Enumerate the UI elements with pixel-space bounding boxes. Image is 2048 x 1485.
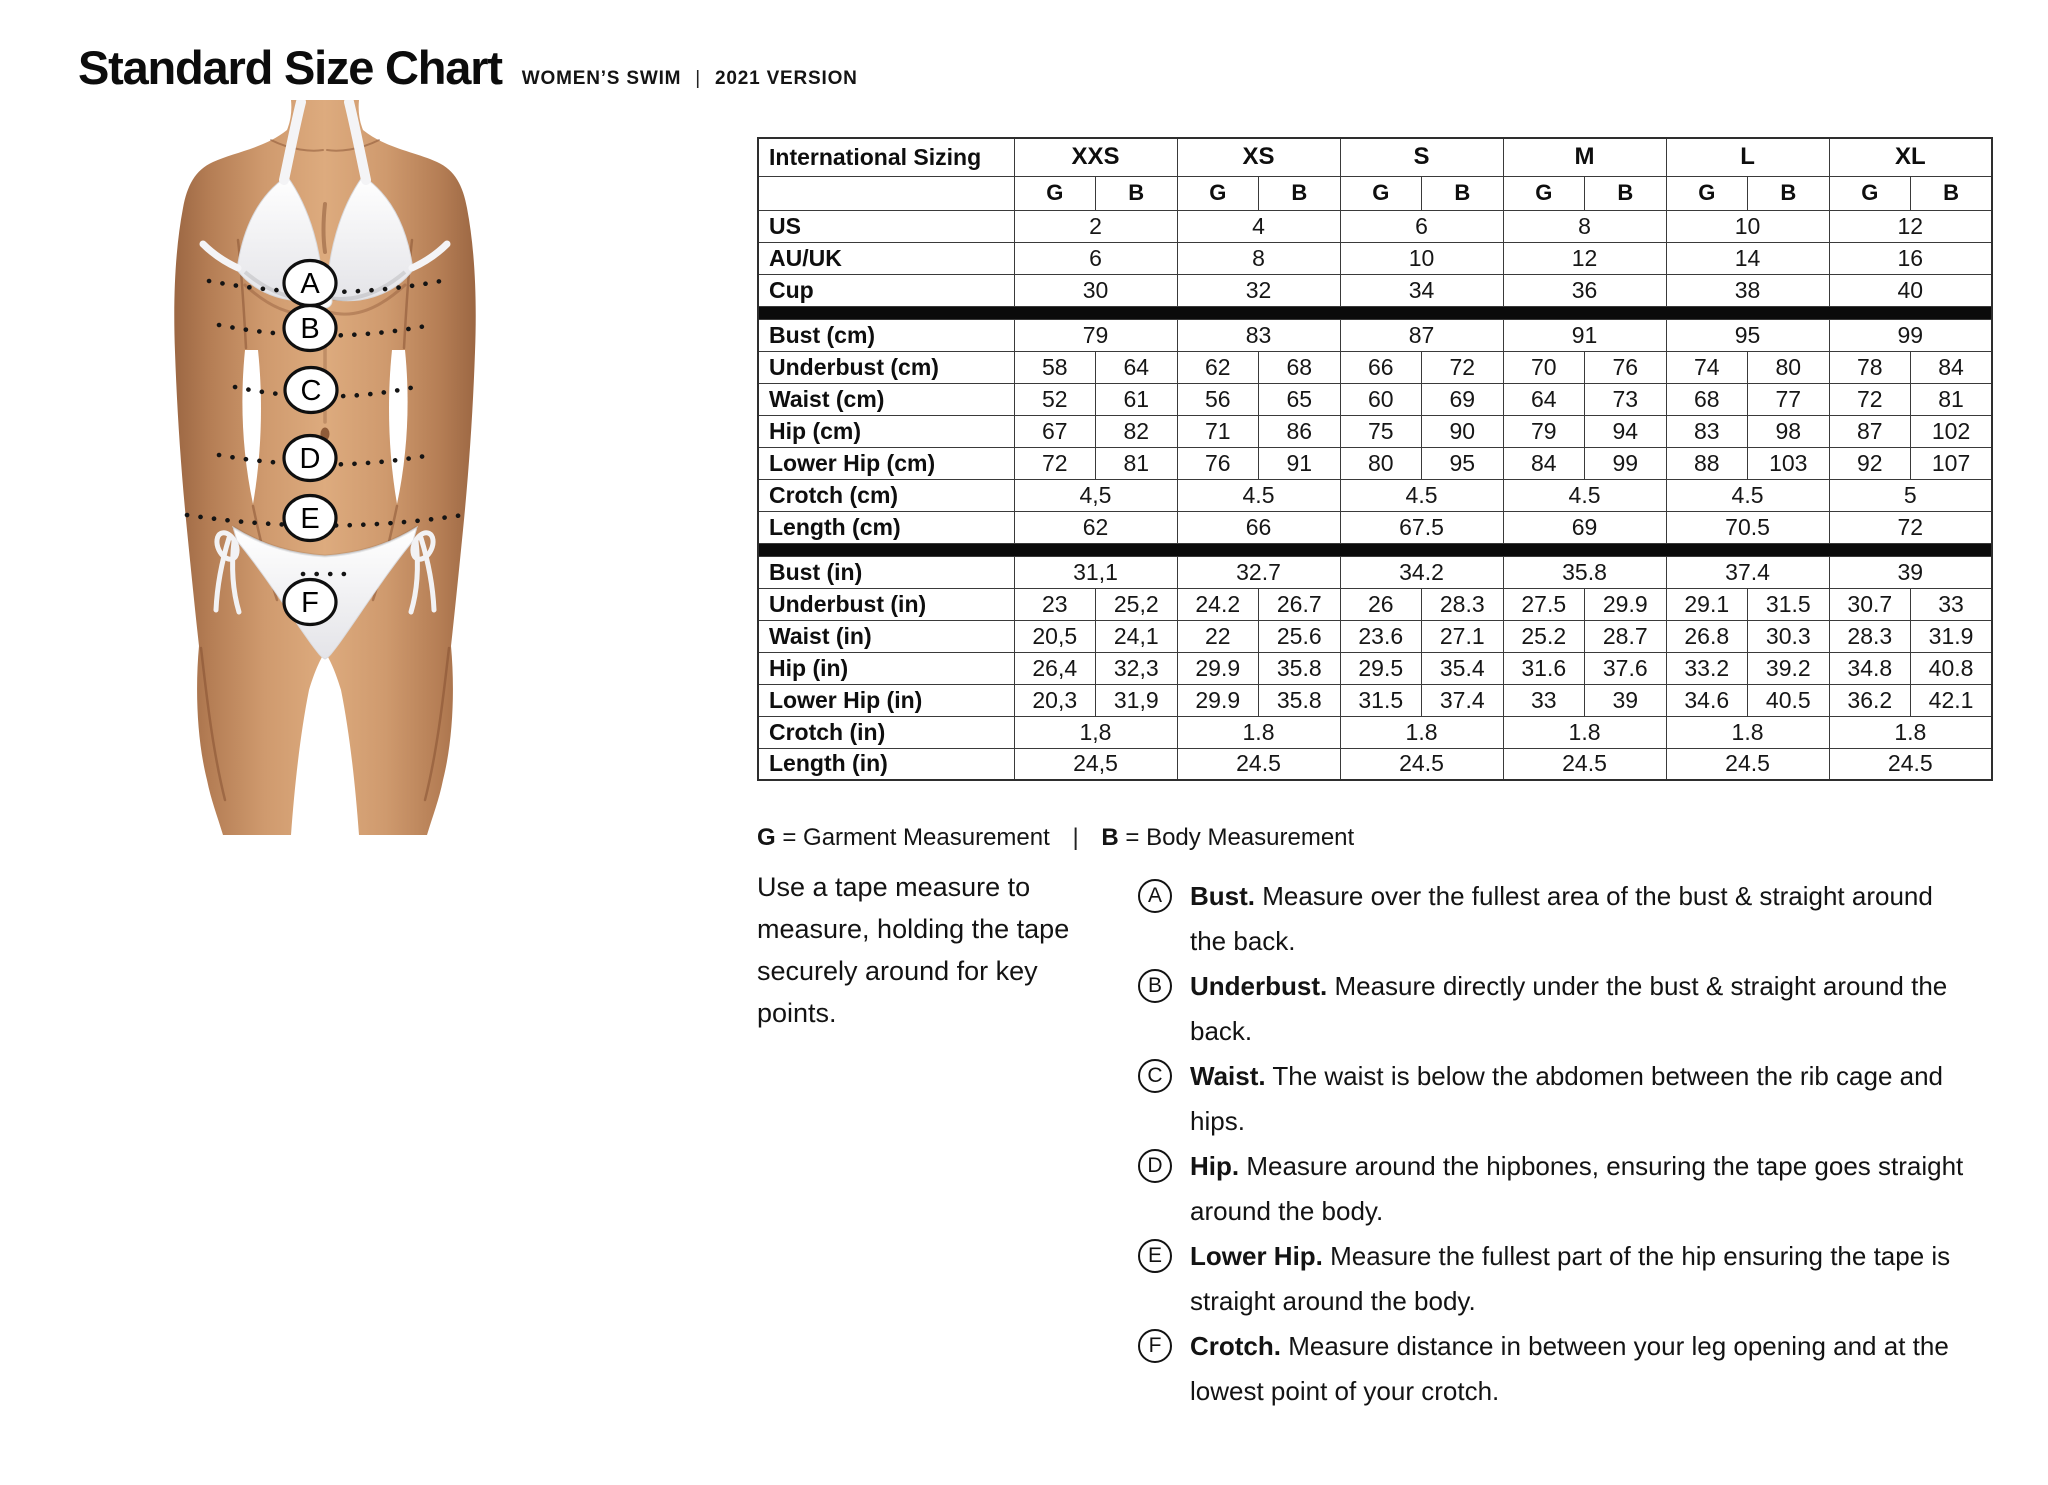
value-cell: 29.9 [1585,588,1667,620]
value-cell: 10 [1666,210,1829,242]
value-cell: 81 [1096,447,1178,479]
table-row [758,511,1992,543]
table-row [758,479,1992,511]
value-cell: 25.2 [1503,620,1585,652]
value-cell: 64 [1096,351,1178,383]
value-cell: 24.5 [1503,748,1666,780]
value-cell: 38 [1666,274,1829,306]
value-cell: 28.3 [1829,620,1911,652]
value-cell: 29.9 [1177,652,1259,684]
size-header: L [1666,138,1829,176]
value-cell: 95 [1422,447,1504,479]
table-row [758,415,1992,447]
measure-point-letter: A [1138,879,1172,913]
measure-point-description: Bust. Measure over the fullest area of the bust & straight around the back. [1190,881,1933,956]
value-cell: 34.2 [1340,556,1503,588]
value-cell: 37.4 [1666,556,1829,588]
value-cell: 67 [1014,415,1096,447]
measure-point-description: Waist. The waist is below the abdomen between the rib cage and hips. [1190,1061,1944,1136]
value-cell: 34 [1340,274,1503,306]
value-cell: 64 [1503,383,1585,415]
size-header-row [758,138,1992,176]
value-cell: 67.5 [1340,511,1503,543]
value-cell: 24.5 [1829,748,1992,780]
value-cell: 52 [1014,383,1096,415]
row-label: Length (in) [758,748,1014,780]
value-cell: 35.4 [1422,652,1504,684]
legend-g-text: = Garment Measurement [782,824,1050,851]
table-row [758,242,1992,274]
row-label: Underbust (cm) [758,351,1014,383]
table-row [758,447,1992,479]
gb-header: B [1911,176,1993,210]
value-cell: 1.8 [1829,716,1992,748]
value-cell: 83 [1177,319,1340,351]
value-cell: 8 [1177,242,1340,274]
row-label: US [758,210,1014,242]
legend-b-key: B [1101,824,1119,851]
value-cell: 95 [1666,319,1829,351]
value-cell: 24,1 [1096,620,1178,652]
value-cell: 36.2 [1829,684,1911,716]
value-cell: 31.5 [1748,588,1830,620]
value-cell: 66 [1340,351,1422,383]
value-cell: 24,5 [1014,748,1177,780]
value-cell: 27.1 [1422,620,1504,652]
value-cell: 68 [1666,383,1748,415]
page-title: Standard Size Chart [78,41,502,94]
value-cell: 26.8 [1666,620,1748,652]
value-cell: 24.5 [1340,748,1503,780]
page-subtitle [522,68,858,90]
row-label: Bust (in) [758,556,1014,588]
value-cell: 30.3 [1748,620,1830,652]
measure-point-item [1138,964,1968,1054]
value-cell: 73 [1585,383,1667,415]
separator-bar [758,306,1992,319]
gb-header: G [1014,176,1096,210]
value-cell: 42.1 [1911,684,1993,716]
value-cell: 80 [1748,351,1830,383]
value-cell: 75 [1340,415,1422,447]
marker-letter: F [301,587,319,619]
figure-marker-hip [284,436,336,481]
value-cell: 74 [1666,351,1748,383]
size-table-container [757,137,1991,781]
value-cell: 33 [1911,588,1993,620]
value-cell: 71 [1177,415,1259,447]
row-label: Hip (in) [758,652,1014,684]
table-row [758,351,1992,383]
value-cell: 23.6 [1340,620,1422,652]
value-cell: 31.9 [1911,620,1993,652]
separator-bar [758,543,1992,556]
table-legend [757,824,1354,852]
value-cell: 1.8 [1503,716,1666,748]
marker-letter: E [300,503,320,535]
figure-marker-bust [284,261,336,306]
marker-letter: C [300,375,322,407]
body-figure [95,100,575,835]
measure-point-letter: C [1138,1059,1172,1093]
figure-marker-lower-hip [284,496,336,541]
row-label: Crotch (in) [758,716,1014,748]
measure-point-term: Bust. [1190,881,1255,911]
marker-letter: D [299,443,321,475]
row-label: Crotch (cm) [758,479,1014,511]
value-cell: 31.5 [1340,684,1422,716]
gb-header: G [1503,176,1585,210]
value-cell: 33 [1503,684,1585,716]
value-cell: 61 [1096,383,1178,415]
value-cell: 34.6 [1666,684,1748,716]
value-cell: 62 [1014,511,1177,543]
value-cell: 30.7 [1829,588,1911,620]
value-cell: 84 [1911,351,1993,383]
value-cell: 79 [1014,319,1177,351]
value-cell: 4,5 [1014,479,1177,511]
table-row [758,319,1992,351]
separator-bar-cell [758,306,1992,319]
value-cell: 1.8 [1666,716,1829,748]
size-table [757,137,1993,781]
value-cell: 29.9 [1177,684,1259,716]
value-cell: 31,9 [1096,684,1178,716]
value-cell: 35.8 [1259,684,1341,716]
value-cell: 87 [1340,319,1503,351]
row-label: Lower Hip (cm) [758,447,1014,479]
value-cell: 62 [1177,351,1259,383]
size-header: XXS [1014,138,1177,176]
value-cell: 92 [1829,447,1911,479]
value-cell: 87 [1829,415,1911,447]
value-cell: 103 [1748,447,1830,479]
measure-point-term: Hip. [1190,1151,1240,1181]
value-cell: 70 [1503,351,1585,383]
gb-header: B [1585,176,1667,210]
measure-point-term: Underbust. [1190,971,1328,1001]
value-cell: 29.5 [1340,652,1422,684]
value-cell: 32,3 [1096,652,1178,684]
value-cell: 72 [1829,511,1992,543]
gb-header: B [1422,176,1504,210]
table-row [758,716,1992,748]
corner-empty [758,176,1014,210]
legend-g-key: G [757,824,776,851]
value-cell: 69 [1422,383,1504,415]
measure-point-letter: B [1138,969,1172,1003]
row-label: Length (cm) [758,511,1014,543]
body-figure-illustration [95,100,575,835]
value-cell: 91 [1503,319,1666,351]
measure-point-item [1138,1054,1968,1144]
value-cell: 98 [1748,415,1830,447]
gb-header: B [1748,176,1830,210]
legend-divider: | [1072,824,1079,851]
table-row [758,588,1992,620]
separator-bar-cell [758,543,1992,556]
value-cell: 56 [1177,383,1259,415]
value-cell: 76 [1585,351,1667,383]
gb-header: G [1666,176,1748,210]
row-label: AU/UK [758,242,1014,274]
measure-point-item [1138,1234,1968,1324]
measure-point-item [1138,1324,1968,1414]
value-cell: 24.5 [1177,748,1340,780]
gb-header: G [1177,176,1259,210]
table-row [758,556,1992,588]
legend-b-text: = Body Measurement [1125,824,1355,851]
value-cell: 27.5 [1503,588,1585,620]
size-header: XS [1177,138,1340,176]
table-row [758,652,1992,684]
measure-point-letter: E [1138,1239,1172,1273]
value-cell: 20,5 [1014,620,1096,652]
value-cell: 40 [1829,274,1992,306]
value-cell: 58 [1014,351,1096,383]
row-label: Underbust (in) [758,588,1014,620]
value-cell: 72 [1829,383,1911,415]
value-cell: 24.2 [1177,588,1259,620]
value-cell: 39 [1829,556,1992,588]
marker-letter: B [300,313,320,345]
value-cell: 72 [1014,447,1096,479]
value-cell: 1,8 [1014,716,1177,748]
value-cell: 14 [1666,242,1829,274]
value-cell: 66 [1177,511,1340,543]
corner-label: International Sizing [758,138,1014,176]
row-label: Waist (in) [758,620,1014,652]
value-cell: 107 [1911,447,1993,479]
value-cell: 4.5 [1340,479,1503,511]
value-cell: 83 [1666,415,1748,447]
value-cell: 78 [1829,351,1911,383]
value-cell: 31,1 [1014,556,1177,588]
value-cell: 82 [1096,415,1178,447]
value-cell: 39.2 [1748,652,1830,684]
measure-point-item [1138,874,1968,964]
table-row [758,684,1992,716]
measure-point-description: Crotch. Measure distance in between your leg opening and at the lowest point of your crotch. [1190,1331,1949,1406]
measure-point-letter: F [1138,1329,1172,1363]
row-label: Waist (cm) [758,383,1014,415]
value-cell: 37.4 [1422,684,1504,716]
row-label: Bust (cm) [758,319,1014,351]
value-cell: 29.1 [1666,588,1748,620]
gb-header: B [1259,176,1341,210]
gb-header: B [1096,176,1178,210]
value-cell: 86 [1259,415,1341,447]
subtitle-category: WOMEN’S SWIM [521,68,682,89]
size-header: S [1340,138,1503,176]
gb-header: G [1340,176,1422,210]
subtitle-version: 2021 VERSION [715,68,858,89]
table-row [758,383,1992,415]
value-cell: 40.8 [1911,652,1993,684]
gb-header-row [758,176,1992,210]
value-cell: 37.6 [1585,652,1667,684]
measure-point-list [1138,874,1968,1414]
value-cell: 90 [1422,415,1504,447]
value-cell: 10 [1340,242,1503,274]
value-cell: 34.8 [1829,652,1911,684]
value-cell: 20,3 [1014,684,1096,716]
gb-header: G [1829,176,1911,210]
value-cell: 99 [1585,447,1667,479]
measure-point-description: Hip. Measure around the hipbones, ensuring the tape goes straight around the body. [1190,1151,1964,1226]
value-cell: 12 [1503,242,1666,274]
figure-marker-crotch [284,580,336,625]
value-cell: 40.5 [1748,684,1830,716]
marker-letter: A [300,268,320,300]
value-cell: 22 [1177,620,1259,652]
value-cell: 4 [1177,210,1340,242]
value-cell: 70.5 [1666,511,1829,543]
measure-point-term: Waist. [1190,1061,1266,1091]
measure-point-description: Lower Hip. Measure the fullest part of the hip ensuring the tape is straight around the body. [1190,1241,1951,1316]
value-cell: 32.7 [1177,556,1340,588]
figure-marker-waist [285,368,337,413]
value-cell: 65 [1259,383,1341,415]
page-header [78,40,858,95]
value-cell: 4.5 [1666,479,1829,511]
value-cell: 26 [1340,588,1422,620]
value-cell: 35.8 [1259,652,1341,684]
value-cell: 33.2 [1666,652,1748,684]
value-cell: 16 [1829,242,1992,274]
value-cell: 23 [1014,588,1096,620]
value-cell: 68 [1259,351,1341,383]
row-label: Cup [758,274,1014,306]
value-cell: 5 [1829,479,1992,511]
value-cell: 36 [1503,274,1666,306]
value-cell: 6 [1340,210,1503,242]
value-cell: 4.5 [1503,479,1666,511]
value-cell: 8 [1503,210,1666,242]
value-cell: 25.6 [1259,620,1341,652]
figure-marker-underbust [284,306,336,351]
table-row [758,748,1992,780]
value-cell: 28.7 [1585,620,1667,652]
value-cell: 31.6 [1503,652,1585,684]
measure-point-term: Crotch. [1190,1331,1281,1361]
value-cell: 1.8 [1340,716,1503,748]
value-cell: 1.8 [1177,716,1340,748]
value-cell: 94 [1585,415,1667,447]
value-cell: 84 [1503,447,1585,479]
value-cell: 2 [1014,210,1177,242]
value-cell: 6 [1014,242,1177,274]
value-cell: 35.8 [1503,556,1666,588]
value-cell: 26,4 [1014,652,1096,684]
measure-point-item [1138,1144,1968,1234]
size-header: M [1503,138,1666,176]
value-cell: 77 [1748,383,1830,415]
value-cell: 25,2 [1096,588,1178,620]
row-label: Hip (cm) [758,415,1014,447]
value-cell: 24.5 [1666,748,1829,780]
value-cell: 76 [1177,447,1259,479]
subtitle-divider: | [695,68,702,89]
value-cell: 30 [1014,274,1177,306]
table-row [758,210,1992,242]
value-cell: 32 [1177,274,1340,306]
value-cell: 81 [1911,383,1993,415]
value-cell: 69 [1503,511,1666,543]
value-cell: 102 [1911,415,1993,447]
value-cell: 72 [1422,351,1504,383]
value-cell: 80 [1340,447,1422,479]
table-row [758,620,1992,652]
size-header: XL [1829,138,1992,176]
measure-point-term: Lower Hip. [1190,1241,1323,1271]
value-cell: 39 [1585,684,1667,716]
value-cell: 79 [1503,415,1585,447]
value-cell: 26.7 [1259,588,1341,620]
measure-point-description: Underbust. Measure directly under the bust & straight around the back. [1190,971,1948,1046]
measuring-instructions: Use a tape measure to measure, holding the tape securely around for key points. [757,872,1070,1028]
value-cell: 12 [1829,210,1992,242]
value-cell: 60 [1340,383,1422,415]
measure-point-letter: D [1138,1149,1172,1183]
value-cell: 4.5 [1177,479,1340,511]
table-row [758,274,1992,306]
value-cell: 91 [1259,447,1341,479]
value-cell: 88 [1666,447,1748,479]
value-cell: 28.3 [1422,588,1504,620]
row-label: Lower Hip (in) [758,684,1014,716]
value-cell: 99 [1829,319,1992,351]
